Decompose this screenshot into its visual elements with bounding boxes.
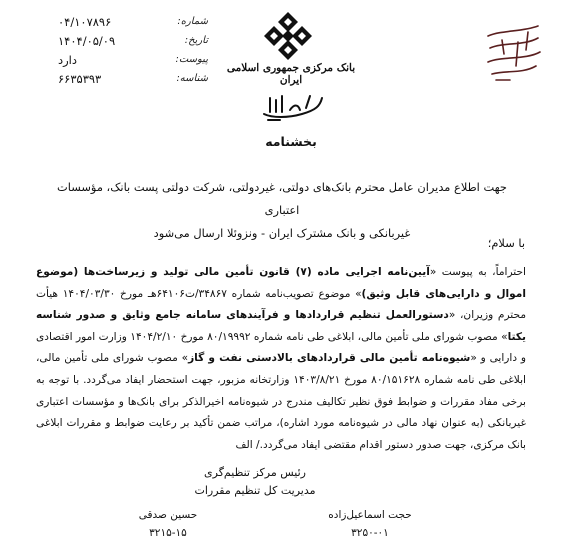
meta-row-number [58, 12, 208, 31]
body-bold-procedure: شیوه‌نامه تأمین مالی قراردادهای بالادستی نفت و گاز [188, 352, 471, 365]
basmala-calligraphy-icon [258, 88, 328, 124]
central-bank-logo-icon [262, 10, 314, 62]
meta-row-attachment [58, 50, 208, 69]
meta-label-attachment: پیوست: [175, 54, 208, 65]
body-bold-guideline: دستورالعمل تنظیم قراردادها و فرآیندهای سامانه جامع وثایق و صدور شناسه یکتا [36, 309, 527, 343]
body-text-segment: » مصوب شورای ملی تأمین مالی، ابلاغی طی نامه شماره ۸۰/۱۹۹۹۲ مورخ ۱۴۰۴/۲/۱۰ وزارت امور اقتصادی و دارایی و « [36, 330, 526, 365]
meta-label-id: شناسه: [176, 73, 208, 84]
body-bold-regulation: آیین‌نامه اجرایی ماده (۷) قانون تأمین مالی تولید و زیرساخت‌ها (موضوع اموال و دارایی‌های قابل وثیق) [36, 266, 526, 300]
recipients-paragraph [40, 176, 524, 245]
signature-left-name: حسین صدقی [138, 509, 198, 521]
signature-right-name: حجت اسماعیل‌زاده [328, 509, 412, 521]
meta-value-attachment: دارد [58, 52, 77, 67]
document-type-title: بخشنامه [265, 134, 317, 149]
signature-left [108, 506, 228, 542]
recipients-line-2: غیربانکی و بانک مشترک ایران - ونزوئلا ارسال می‌شود [153, 226, 411, 240]
signature-right [310, 506, 430, 542]
meta-row-date [58, 31, 208, 50]
signer-block [160, 464, 350, 500]
signer-title-1: رئیس مرکز تنظیم‌گری [204, 466, 306, 479]
recipients-line-1: جهت اطلاع مدیران عامل محترم بانک‌های دولتی، غیردولتی، شرکت دولتی پست بانک، مؤسسات اعتباری [57, 180, 507, 217]
body-text-segment: » موضوع تصویب‌نامه شماره ۳۴۸۶۷/ت۶۴۱۰۶هـ مورخ ۱۴۰۴/۰۳/۳۰ هیأت محترم وزیران، « [36, 287, 526, 322]
letter-body [36, 262, 526, 456]
signature-right-code: ۳۲۵۰-۰۱ [351, 527, 389, 539]
meta-value-id: ۶۶۳۵۳۹۳ [58, 71, 102, 86]
meta-value-number: ۰۴/۱۰۷۸۹۶ [58, 14, 112, 29]
signer-title-2: مدیریت کل تنظیم مقررات [194, 484, 316, 497]
letter-metadata [58, 12, 208, 88]
body-text-segment: » مصوب شورای ملی تأمین مالی، ابلاغی طی نامه شماره ۸۰/۱۵۱۶۲۸ مورخ ۱۴۰۳/۸/۲۱ وزارتخانه مزبور، جهت استحضار ایفاد می‌گردد. با توجه به برخی مفاد مقررات و ضوابط فوق نظیر تکالیف مندرج در شیوه‌نامه اخیرالذکر برای بانک‌ها و مؤسسات اعتباری غیربانکی (به عنوان نهاد مالی در شیوه‌نامه مورد اشاره)، مراتب ضمن تأکید بر رعایت ضوابط و مقررات ابلاغی بانک مرکزی، جهت صدور دستور اقدام مقتضی ایفاد می‌گردد./ الف [36, 352, 527, 451]
meta-label-date: تاریخ: [184, 35, 208, 46]
signature-left-code: ۳۲۱۵-۱۵ [149, 527, 187, 539]
meta-row-id [58, 69, 208, 88]
bank-name: بانک مرکزی جمهوری اسلامی ایران [226, 62, 356, 86]
salutation: با سلام؛ [487, 236, 525, 250]
body-text-segment: احتراماً، به پیوست « [429, 266, 526, 278]
meta-label-number: شماره: [177, 16, 208, 27]
meta-value-date: ۱۴۰۴/۰۵/۰۹ [58, 33, 116, 48]
brand-mark-icon [482, 20, 544, 90]
